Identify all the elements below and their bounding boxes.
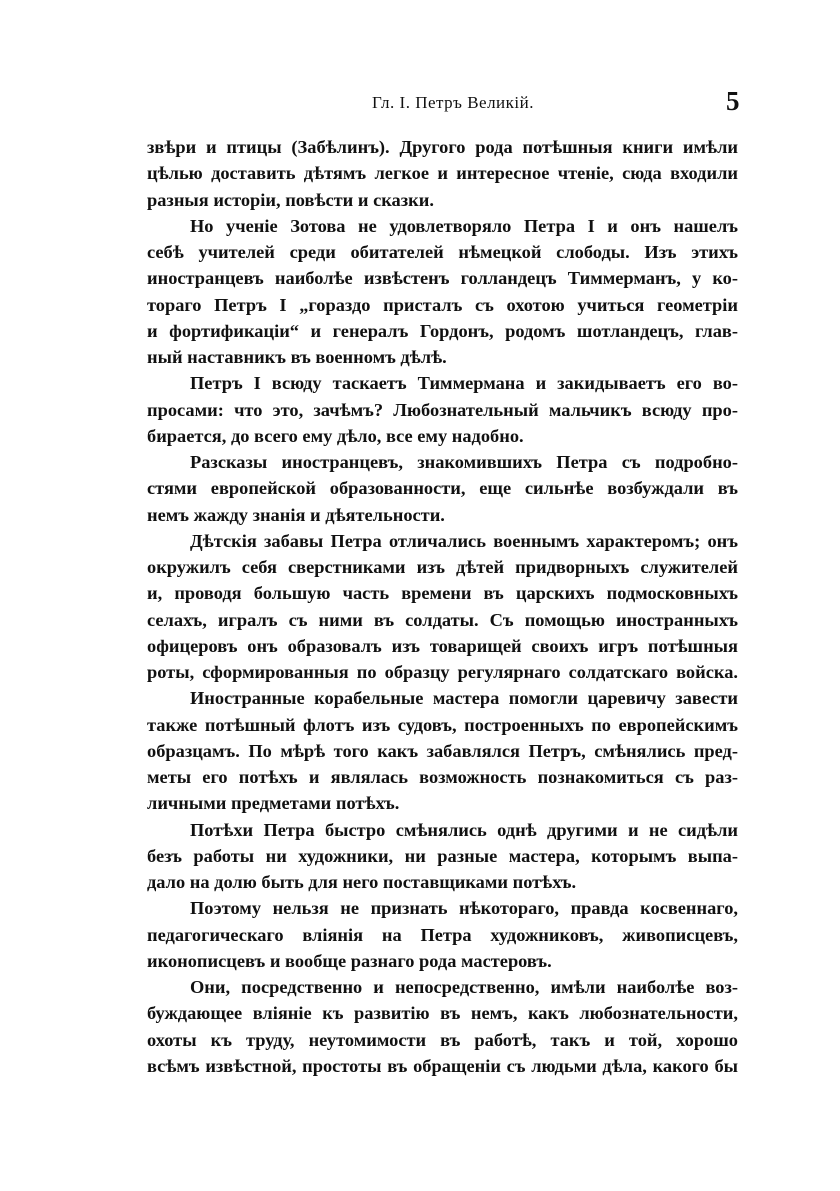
text-line: немъ жажду знанія и дѣятельности. [147,504,445,525]
text-line: всѣмъ извѣстной, простоты въ обращеніи съ людьми дѣла, какого бы [147,1055,738,1076]
paragraph [147,370,738,449]
text-line: роты, сформированныя по образцу регулярнаго солдатскаго войска. [147,662,738,682]
text-line: безъ работы ни художники, ни разные мастера, которымъ выпа- [147,845,738,866]
paragraph [147,134,738,213]
text-line: разныя исторіи, повѣсти и сказки. [147,189,434,210]
text-line: Поэтому нельзя не признать нѣкотораго, правда косвеннаго, [190,898,738,919]
text-line: тораго Петръ I „гораздо присталъ съ охотою учиться геометріи [147,294,738,315]
text-line: охоты къ труду, неутомимости въ работѣ, такъ и той, хорошо [147,1029,738,1050]
text-line: иконописцевъ и вообще разнаго рода мастеровъ. [147,950,552,971]
text-line: Разсказы иностранцевъ, знакомившихъ Петра съ подробно- [190,452,738,472]
paragraph [147,974,738,1079]
text-line: иностранцевъ наиболѣе извѣстенъ голландецъ Тиммерманъ, у ко- [147,268,738,289]
text-line: Они, посредственно и непосредственно, имѣли наиболѣе воз- [190,977,738,997]
text-line: буждающее вліяніе къ развитію въ немъ, какъ любознательности, [147,1003,738,1024]
paragraph [147,528,738,686]
text-line: стями европейской образованности, еще сильнѣе возбуждали въ [147,478,738,499]
text-line: личными предметами потѣхъ. [147,793,400,814]
paragraph [147,817,738,896]
text-line: образцамъ. По мѣрѣ того какъ забавлялся Петръ, смѣнялись пред- [147,740,738,761]
page-number: 5 [726,86,740,116]
text-line: просами: что это, зачѣмъ? Любознательный мальчикъ всюду про- [147,399,738,420]
text-line: дало на долю быть для него поставщиками потѣхъ. [147,872,577,892]
text-line: себѣ учителей среди обитателей нѣмецкой слободы. Изъ этихъ [147,242,738,262]
text-line: Иностранные корабельные мастера помогли царевичу завести [190,688,738,709]
text-line: ный наставникъ въ военномъ дѣлѣ. [147,347,447,367]
text-line: также потѣшный флотъ изъ судовъ, построенныхъ по европейскимъ [147,714,738,735]
paragraph [147,449,738,528]
paragraph [147,213,738,371]
text-line: селахъ, игралъ съ ними въ солдаты. Съ помощью иностранныхъ [147,609,738,630]
text-line: Потѣхи Петра быстро смѣнялись однѣ другими и не сидѣли [190,819,738,840]
paragraph [147,895,738,974]
paragraph [147,685,738,816]
text-line: Петръ I всюду таскаетъ Тиммермана и закидываетъ его во- [190,373,738,394]
text-line: меты его потѣхъ и являлась возможность познакомиться съ раз- [147,767,738,787]
body-text [147,134,738,1079]
text-line: звѣри и птицы (Забѣлинъ). Другого рода потѣшныя книги имѣли [147,137,738,157]
text-line: окружилъ себя сверстниками изъ дѣтей придворныхъ служителей [147,557,738,577]
text-line: бирается, до всего ему дѣло, все ему надобно. [147,425,524,446]
text-line: и фортификаціи“ и генералъ Гордонъ, родомъ шотландецъ, глав- [147,320,738,341]
text-line: цѣлью доставить дѣтямъ легкое и интересное чтеніе, сюда входили [147,163,738,184]
text-line: Но ученіе Зотова не удовлетворяло Петра I и онъ нашелъ [190,215,738,236]
running-head: Гл. I. Петръ Великій. [372,93,534,112]
text-line: и, проводя большую часть времени въ царскихъ подмосковныхъ [147,583,738,604]
text-line: офицеровъ онъ образовалъ изъ товарищей своихъ игръ потѣшныя [147,635,738,656]
text-line: Дѣтскія забавы Петра отличались военнымъ характеромъ; онъ [190,530,738,551]
text-line: педагогическаго вліянія на Петра художниковъ, живописцевъ, [147,924,738,945]
